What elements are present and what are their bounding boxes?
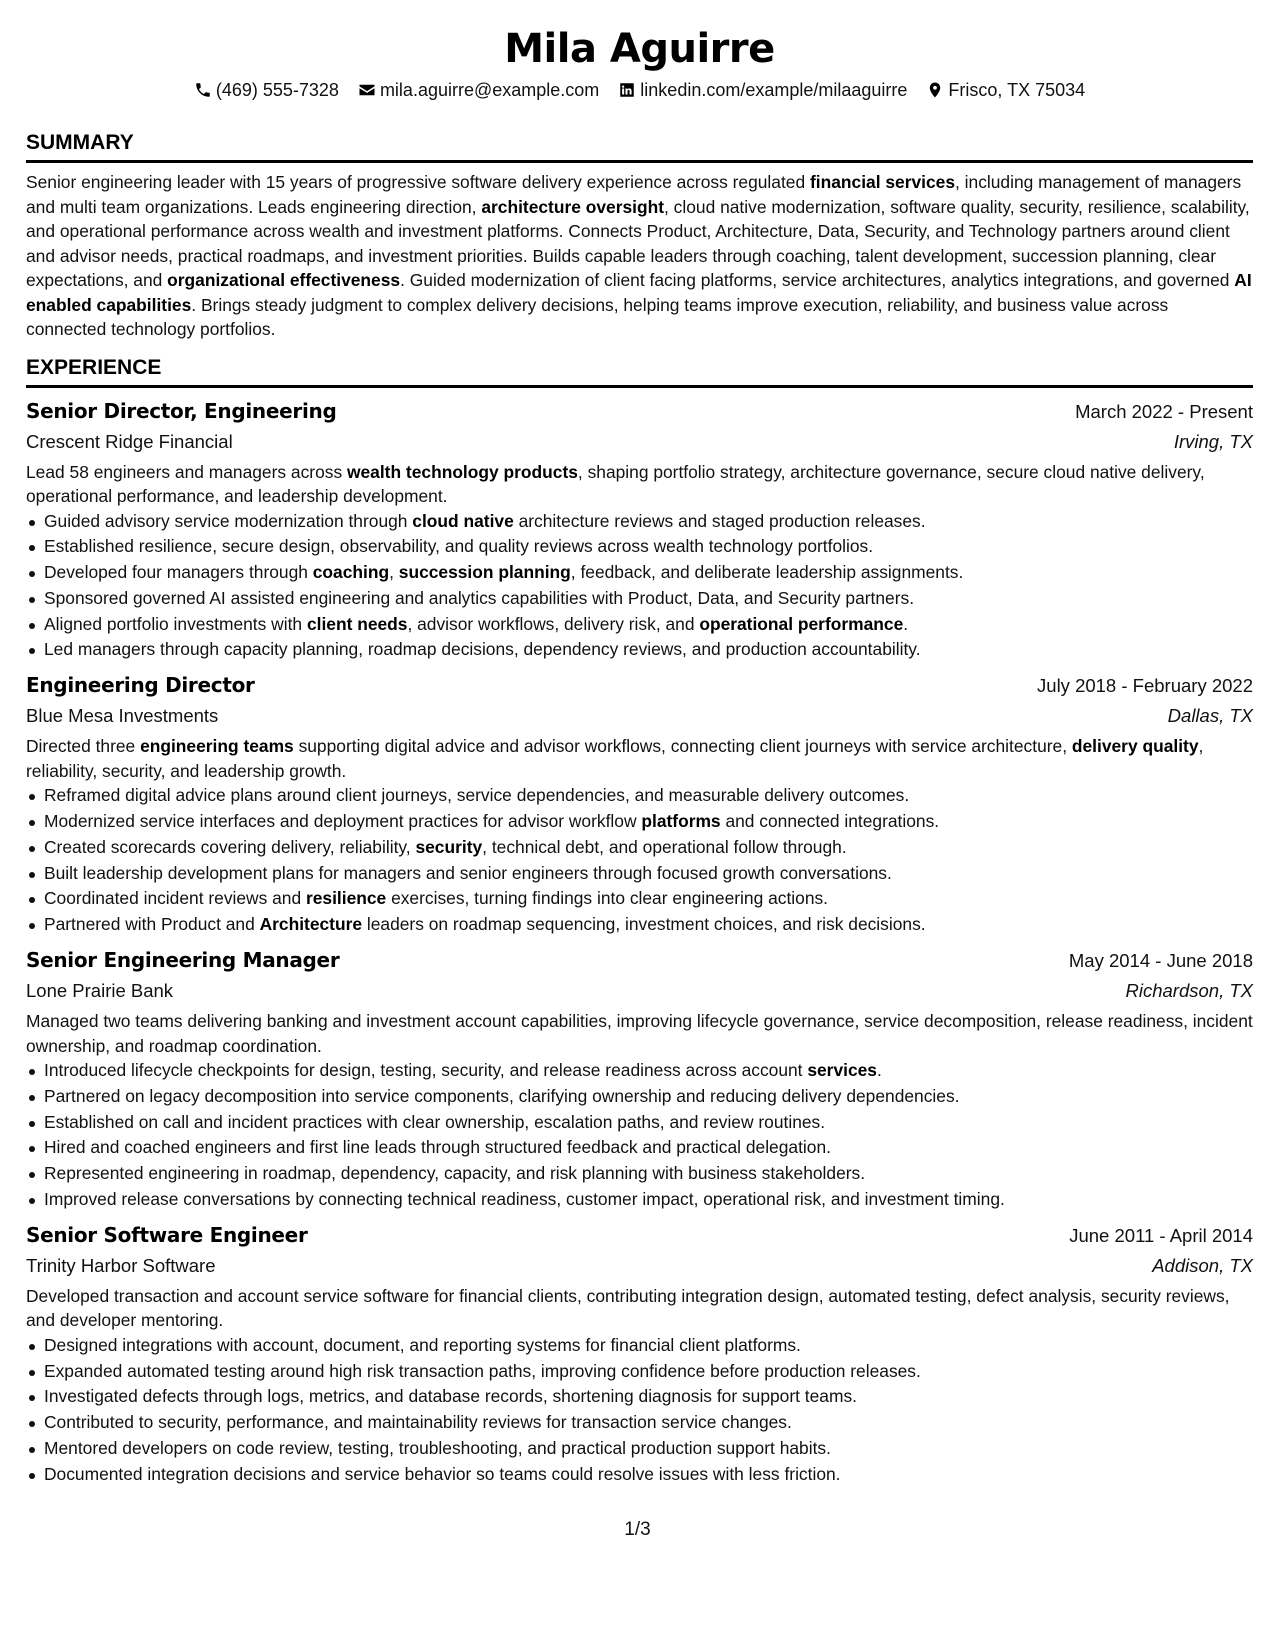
job-summary: Lead 58 engineers and managers across wealth technology products, shaping portfolio strategy, architecture governance, secure cloud native delivery, operational performance, and leadership development.: [26, 461, 1205, 506]
bullet-item: Partnered with Product and Architecture leaders on roadmap sequencing, investment choices, and risk decisions.: [26, 912, 1253, 938]
job-company-row: [26, 976, 1253, 1006]
job-company-row: [26, 427, 1253, 457]
job-dates: March 2022 - Present: [1075, 400, 1253, 422]
bullet-item: Led managers through capacity planning, roadmap decisions, dependency reviews, and production accountability.: [26, 637, 1253, 663]
job-location: Dallas, TX: [1167, 705, 1253, 727]
bullet-item: Hired and coached engineers and first line leads through structured feedback and practical delegation.: [26, 1135, 1253, 1161]
job-company: Trinity Harbor Software: [26, 1254, 216, 1276]
bullet-item: Coordinated incident reviews and resilience exercises, turning findings into clear engineering actions.: [26, 886, 1253, 912]
bullet-item: Established resilience, secure design, observability, and quality reviews across wealth technology portfolios.: [26, 534, 1253, 560]
job-title: Senior Software Engineer: [26, 1222, 308, 1247]
summary-heading: SUMMARY: [26, 130, 1253, 163]
experience-heading: EXPERIENCE: [26, 355, 1253, 388]
job-location: Irving, TX: [1173, 430, 1253, 452]
bullet-item: Aligned portfolio investments with client needs, advisor workflows, delivery risk, and operational performance.: [26, 612, 1253, 638]
job-bullets: [26, 1333, 1253, 1488]
contact-bar: [26, 78, 1253, 102]
bullet-item: Built leadership development plans for managers and senior engineers through focused growth conversations.: [26, 861, 1253, 887]
job-entry: [26, 670, 1253, 938]
contact-phone: [194, 78, 339, 102]
job-bullets: [26, 783, 1253, 938]
summary-paragraph: Senior engineering leader with 15 years of progressive software delivery experience across regulated financial services, including management of managers and multi team organizations. Leads engineering direction, architecture oversight, cloud native modernization, software quality, security, resilience, scalability, and operational performance across wealth and investment platforms. Connects Product, Architecture, Data, Security, and Technology partners around client and advisor needs, practical roadmaps, and investment priorities. Builds capable leaders through coaching, talent development, succession planning, clear expectations, and organizational effectiveness. Guided modernization of client facing platforms, service architectures, analytics integrations, and governed AI enabled capabilities. Brings steady judgment to complex delivery decisions, helping teams improve execution, reliability, and business value across connected technology portfolios.: [26, 172, 1252, 339]
job-header-row: [26, 1220, 1253, 1251]
bullet-item: Sponsored governed AI assisted engineering and analytics capabilities with Product, Data, and Security partners.: [26, 586, 1253, 612]
bullet-item: Designed integrations with account, document, and reporting systems for financial client platforms.: [26, 1333, 1253, 1359]
job-location: Richardson, TX: [1125, 980, 1253, 1002]
bullet-item: Mentored developers on code review, testing, troubleshooting, and practical production support habits.: [26, 1436, 1253, 1462]
bullet-item: Guided advisory service modernization through cloud native architecture reviews and staged production releases.: [26, 509, 1253, 535]
job-company: Lone Prairie Bank: [26, 980, 174, 1002]
job-company-row: [26, 1251, 1253, 1281]
job-entry: [26, 396, 1253, 664]
phone-icon: [194, 81, 212, 99]
bullet-item: Investigated defects through logs, metrics, and database records, shortening diagnosis for support teams.: [26, 1384, 1253, 1410]
job-title: Senior Engineering Manager: [26, 948, 340, 973]
bullet-item: Created scorecards covering delivery, reliability, security, technical debt, and operational follow through.: [26, 835, 1253, 861]
bullet-item: Expanded automated testing around high risk transaction paths, improving confidence before production releases.: [26, 1359, 1253, 1385]
job-header-row: [26, 670, 1253, 701]
bullet-item: Introduced lifecycle checkpoints for design, testing, security, and release readiness across account services.: [26, 1058, 1253, 1084]
phone-text: (469) 555-7328: [215, 80, 339, 100]
bullet-item: Developed four managers through coaching, succession planning, feedback, and deliberate leadership assignments.: [26, 560, 1253, 586]
experience-list: [26, 396, 1253, 1488]
job-bullets: [26, 1058, 1253, 1213]
resume-page: [26, 22, 1253, 1495]
linkedin-icon: [618, 81, 636, 99]
job-summary: Developed transaction and account service software for financial clients, contributing integration design, automated testing, defect analysis, security reviews, and developer mentoring.: [26, 1285, 1230, 1331]
job-company-row: [26, 701, 1253, 731]
job-entry: [26, 1220, 1253, 1488]
job-bullets: [26, 509, 1253, 664]
job-title: Engineering Director: [26, 673, 255, 698]
bullet-item: Reframed digital advice plans around client journeys, service dependencies, and measurable delivery outcomes.: [26, 783, 1253, 809]
contact-location: [926, 78, 1085, 102]
job-title: Senior Director, Engineering: [26, 398, 337, 423]
job-dates: June 2011 - April 2014: [1069, 1224, 1253, 1246]
location-text: Frisco, TX 75034: [948, 80, 1086, 100]
bullet-item: Contributed to security, performance, and maintainability reviews for transaction service changes.: [26, 1410, 1253, 1436]
job-entry: [26, 945, 1253, 1213]
contact-email[interactable]: [358, 78, 599, 102]
bullet-item: Modernized service interfaces and deployment practices for advisor workflow platforms and connected integrations.: [26, 809, 1253, 835]
bullet-item: Established on call and incident practices with clear ownership, escalation paths, and review routines.: [26, 1110, 1253, 1136]
linkedin-link[interactable]: linkedin.com/example/milaaguirre: [640, 80, 908, 100]
job-company: Blue Mesa Investments: [26, 705, 219, 727]
job-header-row: [26, 945, 1253, 976]
job-header-row: [26, 396, 1253, 427]
page-number: 1/3: [624, 1519, 651, 1540]
candidate-name: Mila Aguirre: [504, 26, 775, 72]
bullet-item: Partnered on legacy decomposition into service components, clarifying ownership and reducing delivery dependencies.: [26, 1084, 1253, 1110]
map-pin-icon: [926, 81, 944, 99]
job-company: Crescent Ridge Financial: [26, 430, 233, 452]
contact-linkedin[interactable]: [618, 78, 907, 102]
job-dates: July 2018 - February 2022: [1037, 675, 1253, 697]
bullet-item: Documented integration decisions and service behavior so teams could resolve issues with less friction.: [26, 1462, 1253, 1488]
job-summary: Directed three engineering teams supporting digital advice and advisor workflows, connecting client journeys with service architecture, delivery quality, reliability, security, and leadership growth.: [26, 736, 1204, 781]
job-location: Addison, TX: [1152, 1254, 1253, 1276]
job-summary: Managed two teams delivering banking and investment account capabilities, improving lifecycle governance, service decomposition, release readiness, incident ownership, and roadmap coordination.: [26, 1011, 1253, 1056]
job-dates: May 2014 - June 2018: [1068, 950, 1253, 972]
envelope-icon: [358, 81, 376, 99]
email-link[interactable]: mila.aguirre@example.com: [379, 80, 600, 100]
bullet-item: Improved release conversations by connecting technical readiness, customer impact, operational risk, and investment timing.: [26, 1187, 1253, 1213]
bullet-item: Represented engineering in roadmap, dependency, capacity, and risk planning with business stakeholders.: [26, 1161, 1253, 1187]
